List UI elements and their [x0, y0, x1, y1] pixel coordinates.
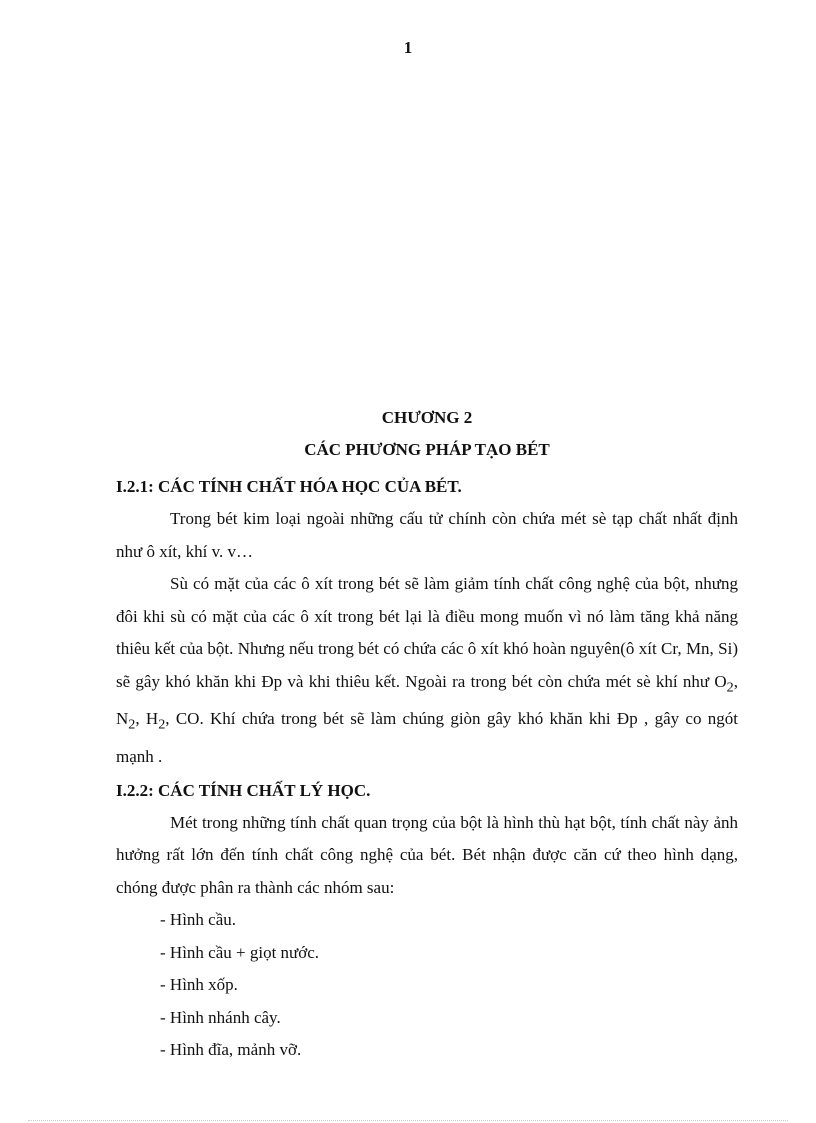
section-heading-physical: I.2.2: CÁC TÍNH CHẤT LÝ HỌC.	[116, 780, 371, 800]
page-number: 1	[403, 38, 413, 57]
list-item: - Hình nhánh cây.	[160, 1007, 281, 1027]
subscript-n2: 2	[128, 716, 136, 733]
section-heading-chemical: I.2.1: CÁC TÍNH CHẤT HÓA HỌC CỦA BÉT.	[116, 477, 462, 496]
separator-h2: , H	[135, 709, 159, 729]
paragraph-oxides	[116, 568, 738, 774]
list-item: - Hình cầu + giọt nước.	[160, 942, 320, 962]
subscript-h2: 2	[158, 716, 166, 733]
paragraph-oxides-text-2: , CO. Khí chứa trong bét sẽ làm chúng giòn gây khó khăn khi Ðp , gây co ngót mạnh .	[116, 709, 738, 767]
list-item: - Hình đĩa, mảnh vỡ.	[160, 1040, 302, 1060]
footer-divider	[28, 1120, 788, 1121]
separator-n2: , N	[116, 671, 738, 729]
paragraph-particle-shape: Mét trong những tính chất quan trọng của bột là hình thù hạt bột, tính chất này ảnh hưởng rất lớn đến tính chất công nghệ của bét. Bét nhận được căn cứ theo hình dạng, chóng được phân ra thành các nhóm sau:	[116, 812, 738, 897]
paragraph-impurities: Trong bét kim loại ngoài những cấu tử chính còn chứa mét sè tạp chất nhất định như ô xít, khí v. v…	[116, 509, 738, 561]
shape-list	[116, 904, 738, 1067]
chapter-number: CHƯƠNG 2	[381, 408, 473, 427]
chapter-title: CÁC PHƯƠNG PHÁP TẠO BÉT	[304, 440, 550, 459]
subscript-o2: 2	[726, 678, 734, 695]
list-item: - Hình xốp.	[160, 975, 238, 995]
list-item: - Hình cầu.	[160, 910, 237, 930]
document-body	[116, 470, 738, 1067]
paragraph-oxides-text-1: Sù có mặt của các ô xít trong bét sẽ làm giảm tính chất công nghệ của bột, nhưng đôi khi sù có mặt của các ô xít trong bét lại là điều mong muốn vì nó làm tăng khả năng thiêu kết của bột. Nhưng nếu trong bét có chứa các ô xít khó hoàn nguyên(ô xít Cr, Mn, Si) sẽ gây khó khăn khi Ðp và khi thiêu kết. Ngoài ra trong bét còn chứa mét sè khí như O	[116, 574, 738, 691]
